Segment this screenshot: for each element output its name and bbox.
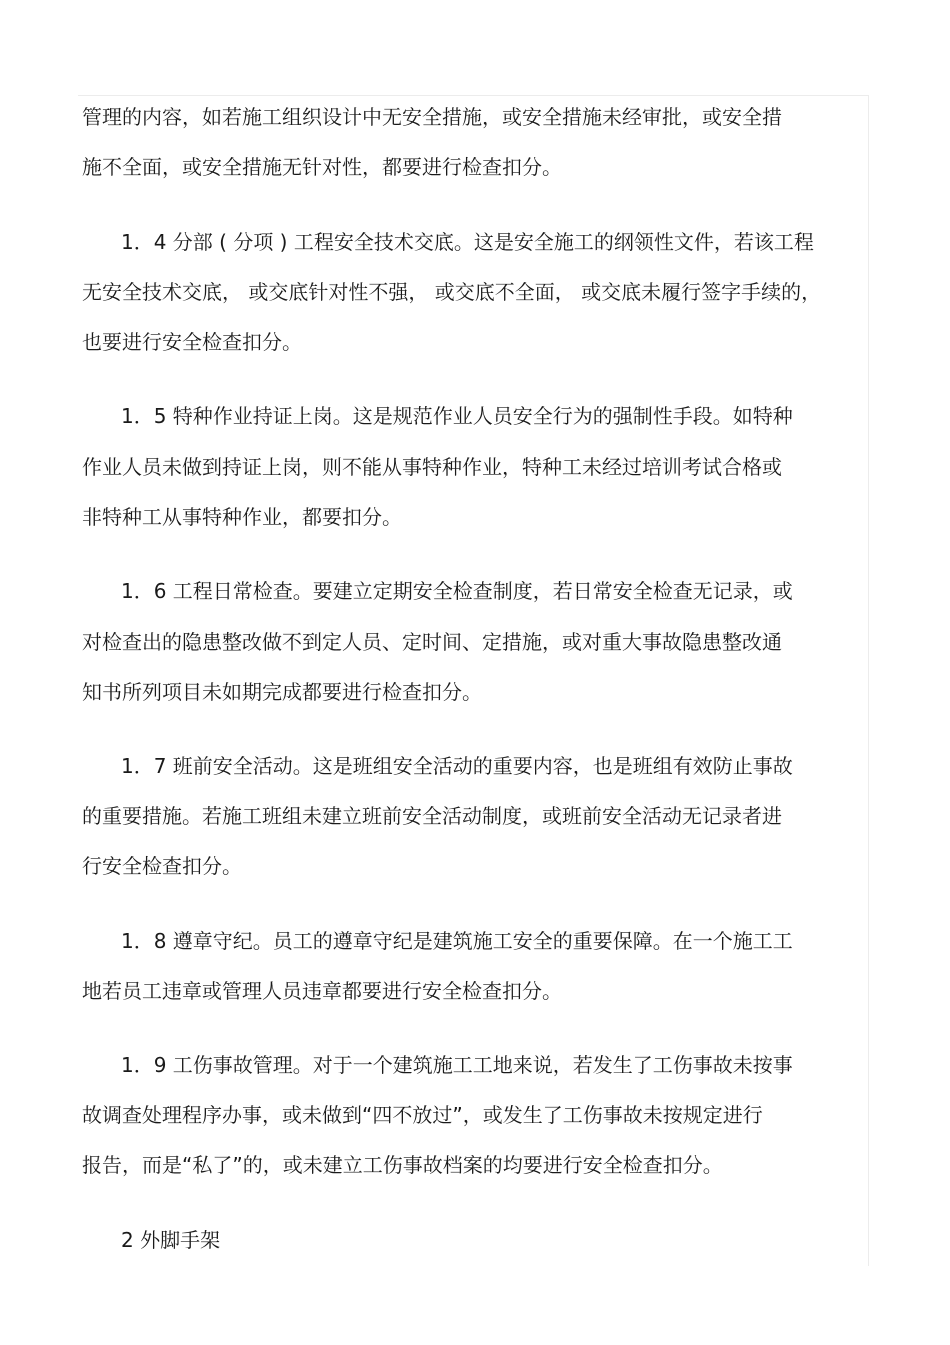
text-line: 1．5 特种作业持证上岗。这是规范作业人员安全行为的强制性手段。如特种 (121, 404, 793, 428)
text-line: 1．7 班前安全活动。这是班组安全活动的重要内容，也是班组有效防止事故 (121, 754, 793, 778)
text-line: 作业人员未做到持证上岗，则不能从事特种作业，特种工未经过培训考试合格或 (82, 455, 782, 479)
text-line: 非特种工从事特种作业，都要扣分。 (82, 505, 402, 529)
text-line: 行安全检查扣分。 (82, 854, 242, 878)
text-line: 也要进行安全检查扣分。 (82, 330, 302, 354)
text-line: 1．6 工程日常检查。要建立定期安全检查制度，若日常安全检查无记录，或 (121, 579, 793, 603)
text-line: 对检查出的隐患整改做不到定人员、定时间、定措施，或对重大事故隐患整改通 (82, 630, 782, 654)
text-line: 报告，而是“私了”的，或未建立工伤事故档案的均要进行安全检查扣分。 (82, 1153, 723, 1177)
text-line: 知书所列项目未如期完成都要进行检查扣分。 (82, 680, 482, 704)
text-line: 无安全技术交底， 或交底针对性不强， 或交底不全面， 或交底未履行签字手续的， (82, 280, 822, 304)
text-line: 1．8 遵章守纪。员工的遵章守纪是建筑施工安全的重要保障。在一个施工工 (121, 929, 793, 953)
section-heading: 2 外脚手架 (121, 1228, 221, 1252)
text-line: 1．9 工伤事故管理。对于一个建筑施工工地来说，若发生了工伤事故未按事 (121, 1053, 793, 1077)
text-line: 管理的内容，如若施工组织设计中无安全措施，或安全措施未经审批，或安全措 (82, 105, 782, 129)
text-line: 1．4 分部 ( 分项 ) 工程安全技术交底。这是安全施工的纲领性文件，若该工程 (121, 230, 814, 254)
text-line: 施不全面，或安全措施无针对性，都要进行检查扣分。 (82, 155, 562, 179)
text-line: 地若员工违章或管理人员违章都要进行安全检查扣分。 (82, 979, 562, 1003)
text-line: 的重要措施。若施工班组未建立班前安全活动制度，或班前安全活动无记录者进 (82, 804, 782, 828)
text-line: 故调查处理程序办事，或未做到“四不放过”，或发生了工伤事故未按规定进行 (82, 1103, 763, 1127)
